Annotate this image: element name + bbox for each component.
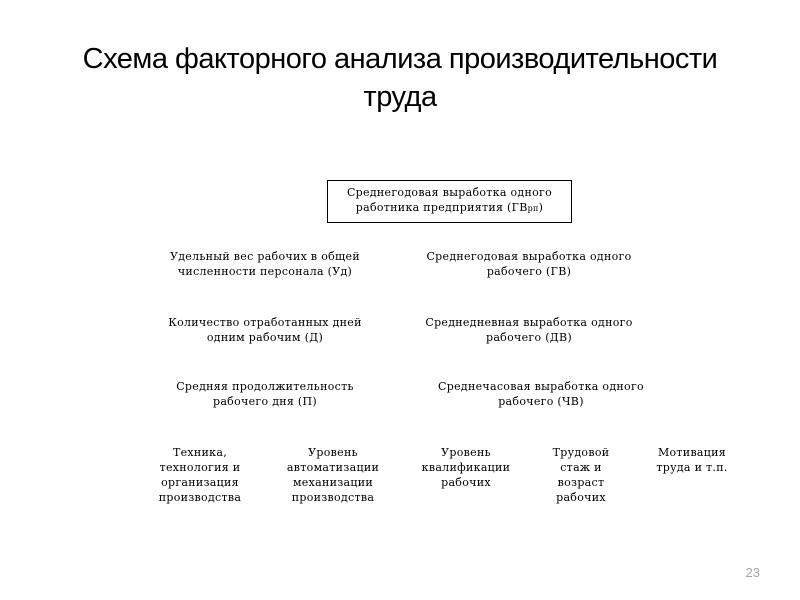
- left-node-line2: одним рабочим (Д): [206, 331, 324, 344]
- factor-line: автоматизации: [286, 461, 380, 474]
- right-node-hourly-output: [416, 379, 666, 409]
- right-node-line2: рабочего (ГВ): [486, 265, 572, 278]
- factor-line: возраст: [557, 476, 605, 489]
- factor-line: механизации: [292, 476, 374, 489]
- left-node-days-worked: [140, 315, 390, 345]
- left-node-workday-length: [140, 379, 390, 409]
- top-node-line2-prefix: работника предприятия (ГВ: [355, 201, 528, 214]
- factor-line: рабочих: [556, 491, 606, 504]
- factor-line: организация: [161, 476, 239, 489]
- top-node-line2-sub: рп: [527, 204, 539, 213]
- right-node-line2: рабочего (ДВ): [485, 331, 573, 344]
- slide-title: [40, 40, 760, 116]
- factor-automation: [273, 445, 393, 505]
- factor-motivation: [640, 445, 744, 475]
- factor-technology: [140, 445, 260, 505]
- factor-line: Трудовой: [552, 446, 610, 459]
- factor-line: производства: [291, 491, 375, 504]
- factor-line: производства: [158, 491, 242, 504]
- top-node-line2-suffix: ): [538, 201, 544, 214]
- left-node-worker-share: [140, 249, 390, 279]
- top-node-annual-output-per-employee: [327, 180, 572, 223]
- top-node-line1: Среднегодовая выработка одного: [346, 186, 553, 199]
- factor-line: стаж и: [560, 461, 602, 474]
- factor-experience: [526, 445, 636, 505]
- factor-line: Уровень: [441, 446, 491, 459]
- left-node-line2: численности персонала (Уд): [177, 265, 353, 278]
- factor-line: труда и т.п.: [656, 461, 728, 474]
- slide-title-line2: труда: [363, 81, 437, 113]
- left-node-line1: Удельный вес рабочих в общей: [169, 250, 361, 263]
- left-node-line1: Количество отработанных дней: [168, 316, 362, 329]
- factor-line: квалификации: [421, 461, 511, 474]
- right-node-line1: Среднегодовая выработка одного: [426, 250, 632, 263]
- right-node-annual-output-per-worker: [404, 249, 654, 279]
- slide-title-line1: Схема факторного анализа производительности: [82, 43, 718, 75]
- slide-number: 23: [745, 565, 760, 580]
- factor-line: Мотивация: [657, 446, 727, 459]
- right-node-line1: Среднедневная выработка одного: [425, 316, 633, 329]
- right-node-daily-output: [404, 315, 654, 345]
- right-node-line2: рабочего (ЧВ): [498, 395, 584, 408]
- left-node-line1: Средняя продолжительность: [176, 380, 354, 393]
- factor-qualification: [406, 445, 526, 490]
- right-node-line1: Среднечасовая выработка одного: [438, 380, 644, 393]
- factor-line: Техника,: [172, 446, 228, 459]
- left-node-line2: рабочего дня (П): [212, 395, 318, 408]
- top-node-line2: [328, 200, 571, 216]
- factor-line: рабочих: [441, 476, 491, 489]
- factor-line: технология и: [159, 461, 241, 474]
- factor-line: Уровень: [308, 446, 358, 459]
